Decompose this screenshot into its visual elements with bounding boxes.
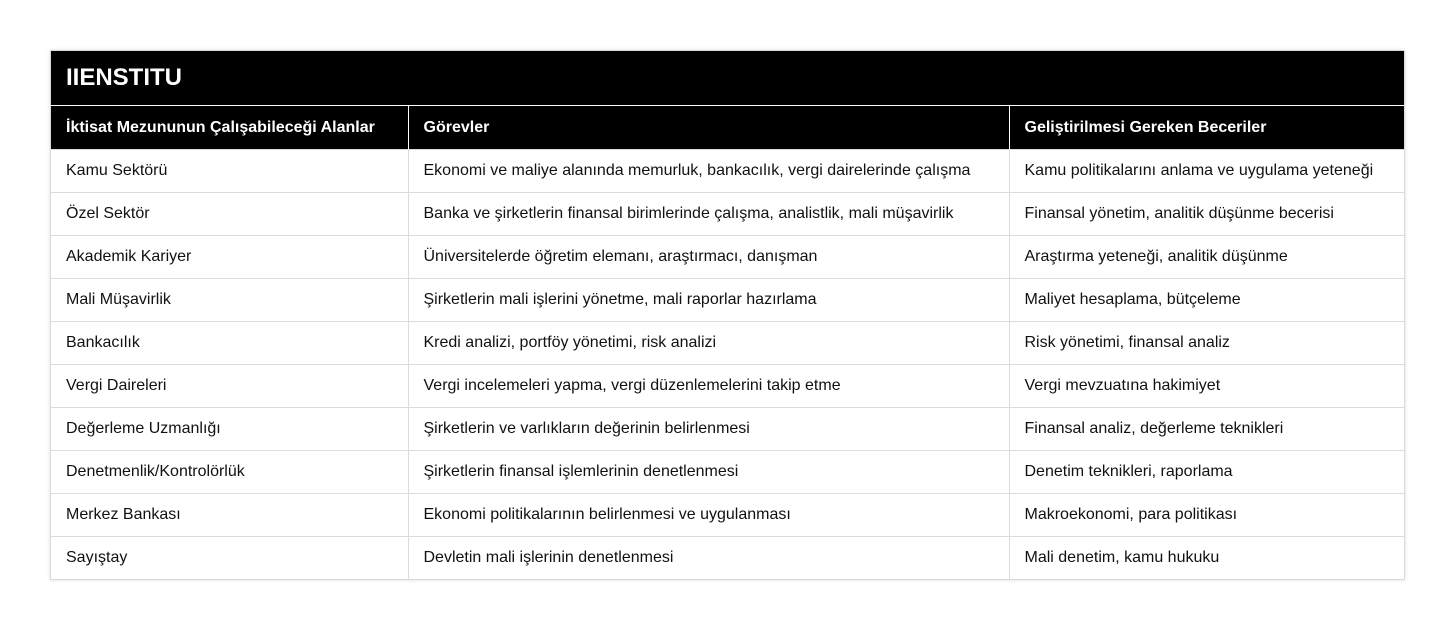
cell-duties: Kredi analizi, portföy yönetimi, risk analizi xyxy=(408,322,1009,365)
cell-skills: Denetim teknikleri, raporlama xyxy=(1009,451,1404,494)
career-table-container xyxy=(50,50,1405,580)
table-row xyxy=(51,451,1404,494)
cell-field: Denetmenlik/Kontrolörlük xyxy=(51,451,408,494)
cell-field: Özel Sektör xyxy=(51,193,408,236)
cell-field: Merkez Bankası xyxy=(51,494,408,537)
column-header-fields: İktisat Mezununun Çalışabileceği Alanlar xyxy=(51,106,408,150)
table-row xyxy=(51,193,1404,236)
cell-duties: Ekonomi politikalarının belirlenmesi ve uygulanması xyxy=(408,494,1009,537)
cell-duties: Şirketlerin finansal işlemlerinin denetlenmesi xyxy=(408,451,1009,494)
cell-skills: Makroekonomi, para politikası xyxy=(1009,494,1404,537)
cell-duties: Şirketlerin ve varlıkların değerinin belirlenmesi xyxy=(408,408,1009,451)
cell-field: Bankacılık xyxy=(51,322,408,365)
cell-skills: Finansal yönetim, analitik düşünme becerisi xyxy=(1009,193,1404,236)
cell-skills: Mali denetim, kamu hukuku xyxy=(1009,537,1404,580)
cell-field: Değerleme Uzmanlığı xyxy=(51,408,408,451)
cell-skills: Risk yönetimi, finansal analiz xyxy=(1009,322,1404,365)
cell-duties: Şirketlerin mali işlerini yönetme, mali raporlar hazırlama xyxy=(408,279,1009,322)
cell-field: Vergi Daireleri xyxy=(51,365,408,408)
career-table xyxy=(51,51,1404,579)
table-title: IIENSTITU xyxy=(51,51,1404,106)
cell-duties: Vergi incelemeleri yapma, vergi düzenlemelerini takip etme xyxy=(408,365,1009,408)
column-header-skills: Geliştirilmesi Gereken Beceriler xyxy=(1009,106,1404,150)
cell-field: Akademik Kariyer xyxy=(51,236,408,279)
cell-field: Kamu Sektörü xyxy=(51,150,408,193)
table-row xyxy=(51,494,1404,537)
cell-skills: Finansal analiz, değerleme teknikleri xyxy=(1009,408,1404,451)
cell-duties: Banka ve şirketlerin finansal birimlerinde çalışma, analistlik, mali müşavirlik xyxy=(408,193,1009,236)
table-row xyxy=(51,150,1404,193)
table-row xyxy=(51,279,1404,322)
cell-duties: Üniversitelerde öğretim elemanı, araştırmacı, danışman xyxy=(408,236,1009,279)
table-row xyxy=(51,365,1404,408)
table-row xyxy=(51,408,1404,451)
table-row xyxy=(51,537,1404,580)
table-header-row xyxy=(51,106,1404,150)
table-title-row xyxy=(51,51,1404,106)
cell-field: Sayıştay xyxy=(51,537,408,580)
cell-skills: Kamu politikalarını anlama ve uygulama yeteneği xyxy=(1009,150,1404,193)
cell-duties: Ekonomi ve maliye alanında memurluk, bankacılık, vergi dairelerinde çalışma xyxy=(408,150,1009,193)
cell-skills: Maliyet hesaplama, bütçeleme xyxy=(1009,279,1404,322)
cell-skills: Araştırma yeteneği, analitik düşünme xyxy=(1009,236,1404,279)
column-header-duties: Görevler xyxy=(408,106,1009,150)
cell-skills: Vergi mevzuatına hakimiyet xyxy=(1009,365,1404,408)
table-row xyxy=(51,322,1404,365)
cell-duties: Devletin mali işlerinin denetlenmesi xyxy=(408,537,1009,580)
cell-field: Mali Müşavirlik xyxy=(51,279,408,322)
table-row xyxy=(51,236,1404,279)
